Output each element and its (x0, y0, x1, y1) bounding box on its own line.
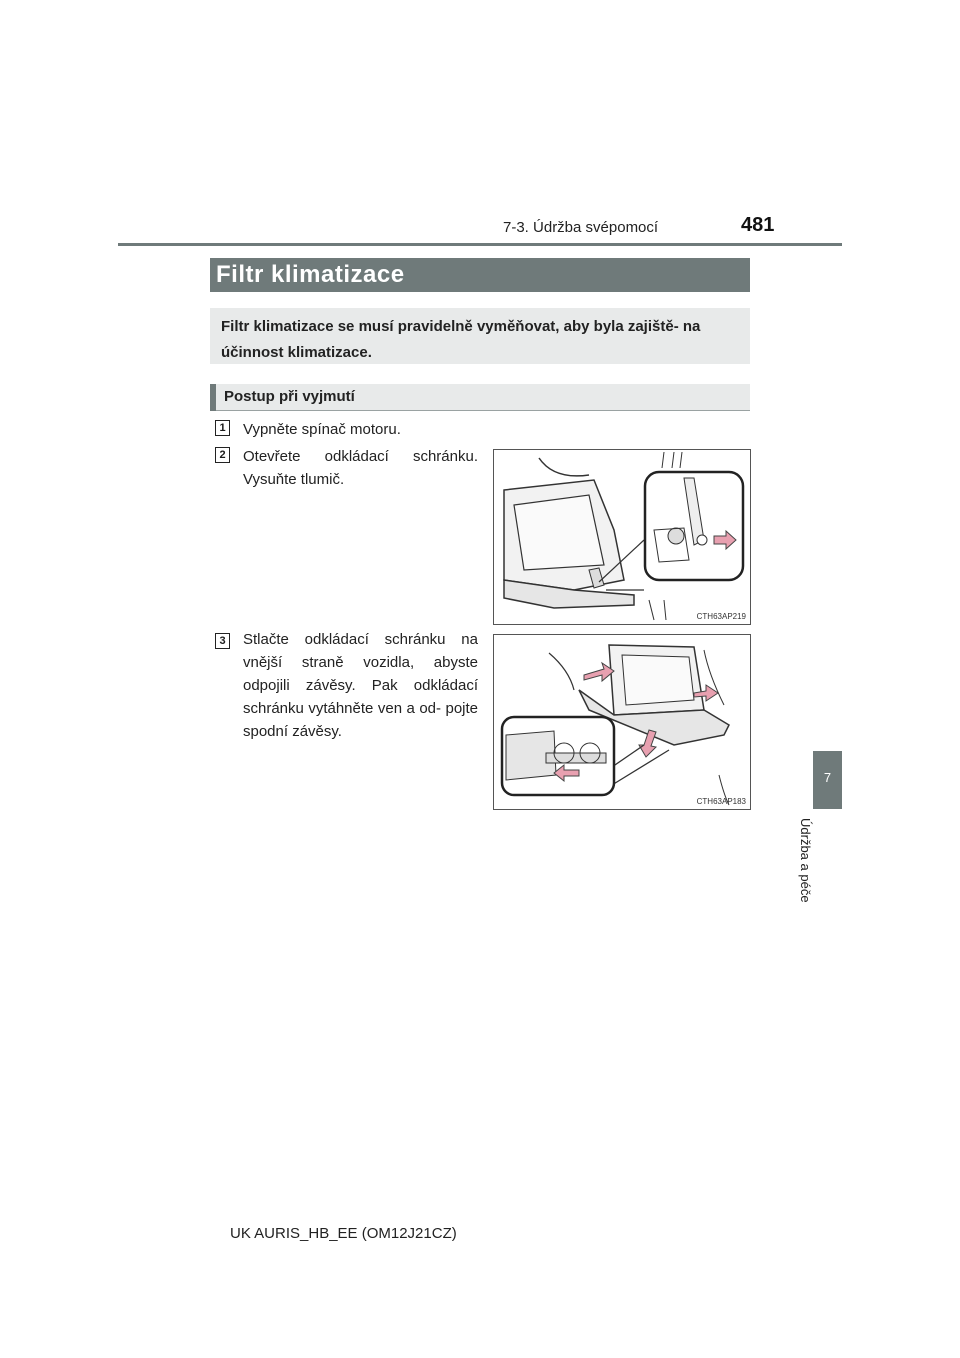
figure-code-2: CTH63AP183 (696, 797, 746, 806)
page-number: 481 (741, 214, 775, 236)
step-number-2: 2 (215, 447, 230, 463)
header-rule (118, 243, 842, 246)
section-heading: 7-3. Údržba svépomocí (503, 219, 659, 236)
footer-model-code: UK AURIS_HB_EE (OM12J21CZ) (230, 1225, 457, 1242)
figure-glovebox-damper (493, 449, 751, 625)
page-title: Filtr klimatizace (216, 261, 405, 288)
step-text-2: Otevřete odkládací schránku. Vysuňte tlumič. (243, 448, 478, 488)
figure-code-1: CTH63AP219 (696, 612, 746, 621)
subheading: Postup při vyjmutí (224, 388, 355, 405)
step-text-3: Stlačte odkládací schránku na vnější straně vozidla, abyste odpojili závěsy. Pak odkládací schránku vytáhněte ven a od- pojte spodní závěsy. (243, 631, 478, 740)
step-text-1: Vypněte spínač motoru. (243, 421, 401, 438)
subheading-accent (210, 384, 216, 411)
step-number-1: 1 (215, 420, 230, 436)
intro-text: Filtr klimatizace se musí pravidelně vyměňovat, aby byla zajiště- na účinnost klimatizace. (221, 318, 701, 361)
step-number-3: 3 (215, 633, 230, 649)
chapter-number: 7 (823, 770, 832, 785)
chapter-title: Údržba a péče (798, 818, 813, 903)
glovebox-damper-illustration (494, 450, 750, 624)
glovebox-removal-illustration (494, 635, 750, 809)
figure-glovebox-removal (493, 634, 751, 810)
